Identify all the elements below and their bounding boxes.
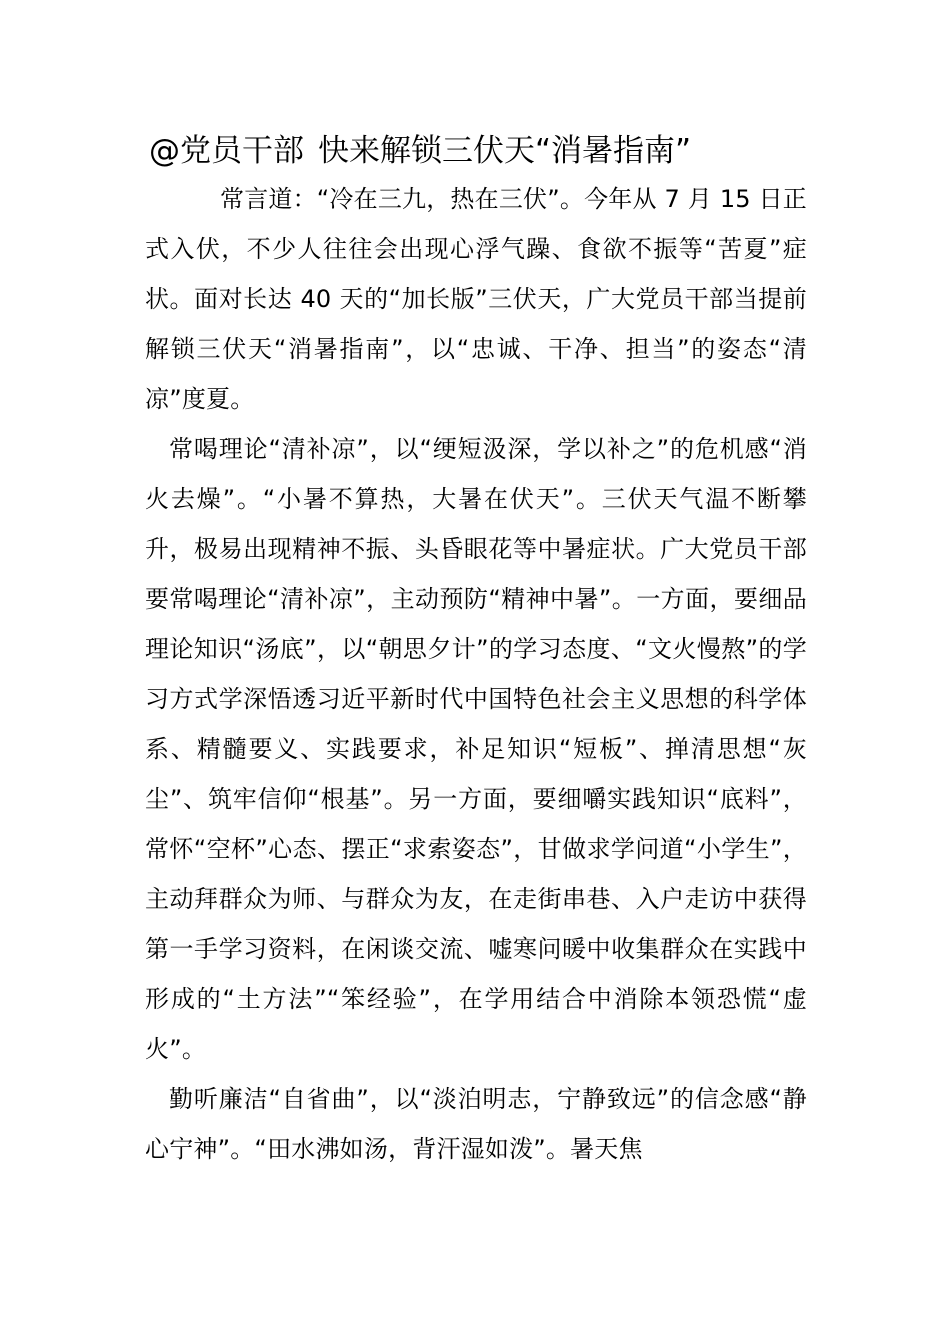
- title-part-2: 快来解锁三伏天“消暑指南”: [318, 133, 692, 169]
- paragraph-intro: 常言道：“冷在三九，热在三伏”。今年从 7 月 15 日正式入伏，不少人往往会出现心浮气躁、食欲不振等“苦夏”症状。面对长达 40 天的“加长版”三伏天，广大党员干部当提前解锁三伏天“消暑指南”，以“忠诚、干净、担当”的姿态“清凉”度夏。: [145, 185, 807, 413]
- paragraph-integrity: 勤听廉洁“自省曲”，以“淡泊明志，宁静致远”的信念感“静心宁神”。“田水沸如汤，背汗湿如泼”。暑天焦: [145, 1085, 807, 1163]
- title-part-1: @党员干部: [149, 133, 304, 169]
- paragraph-theory: 常喝理论“清补凉”，以“绠短汲深，学以补之”的危机感“消火去燥”。“小暑不算热，大暑在伏天”。三伏天气温不断攀升，极易出现精神不振、头昏眼花等中暑症状。广大党员干部要常喝理论“清补凉”，主动预防“精神中暑”。一方面，要细品理论知识“汤底”，以“朝思夕计”的学习态度、“文火慢熬”的学习方式学深悟透习近平新时代中国特色社会主义思想的科学体系、精髓要义、实践要求，补足知识“短板”、掸清思想“灰尘”、筑牢信仰“根基”。另一方面，要细嚼实践知识“底料”，常怀“空杯”心态、摆正“求索姿态”，甘做求学问道“小学生”，主动拜群众为师、与群众为友，在走街串巷、入户走访中获得第一手学习资料，在闲谈交流、嘘寒问暖中收集群众在实践中形成的“土方法”“笨经验”，在学用结合中消除本领恐慌“虚火”。: [145, 435, 807, 1063]
- document-title: [145, 126, 807, 176]
- document-page: [145, 126, 807, 1174]
